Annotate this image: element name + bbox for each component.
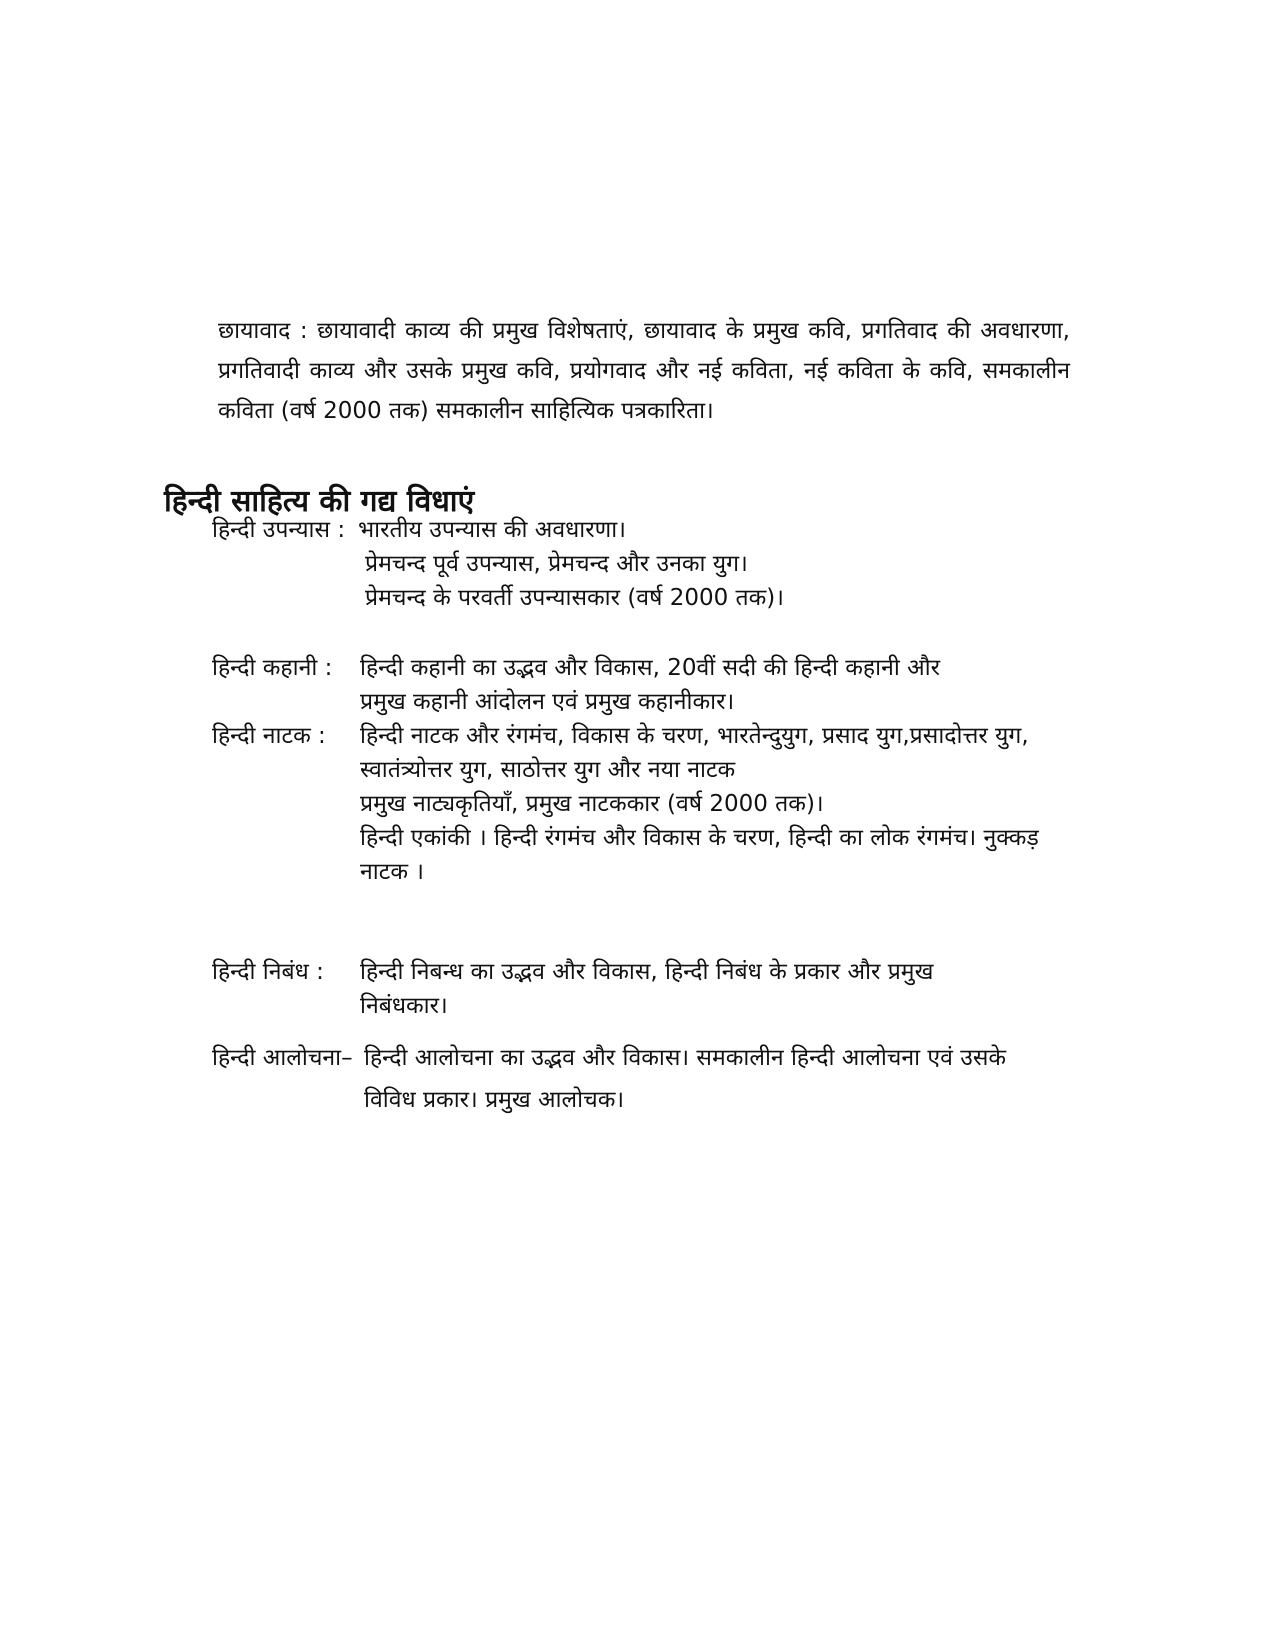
entry-line: भारतीय उपन्यास की अवधारणा। <box>358 517 626 543</box>
entry-line: स्वातंत्र्योत्तर युग, साठोत्तर युग और नया नाटक <box>360 757 736 783</box>
entry-line: प्रमुख कहानी आंदोलन एवं प्रमुख कहानीकार। <box>360 689 735 715</box>
entry-term: हिन्दी आलोचना– <box>212 1045 353 1071</box>
entry-line: प्रमुख नाट्यकृतियाँ, प्रमुख नाटककार (वर्ष 2000 तक)। <box>360 791 824 817</box>
entry-term: हिन्दी उपन्यास : <box>212 517 346 543</box>
entry-line: हिन्दी एकांकी । हिन्दी रंगमंच और विकास के चरण, हिन्दी का लोक रंगमंच। नुक्कड़ <box>360 825 1039 851</box>
entry-line: विविध प्रकार। प्रमुख आलोचक। <box>364 1087 625 1113</box>
intro-paragraph: छायावाद : छायावादी काव्य की प्रमुख विशेषताएं, छायावाद के प्रमुख कवि, प्रगतिवाद की अवधारणा, प्रगतिवादी काव्य और उसके प्रमुख कवि, प्रयोगवाद और नई कविता, नई कविता के कवि, समकालीन कविता (वर्ष 2000 तक) समकालीन साहित्यिक पत्रकारिता। <box>218 318 1070 424</box>
entry-line: निबंधकार। <box>360 993 448 1019</box>
section-heading: हिन्दी साहित्य की गद्य विधाएं <box>164 484 475 519</box>
entry-line: हिन्दी आलोचना का उद्भव और विकास। समकालीन हिन्दी आलोचना एवं उसके <box>364 1045 1007 1071</box>
entry-line: प्रेमचन्द पूर्व उपन्यास, प्रेमचन्द और उनका युग। <box>365 551 748 577</box>
entry-term: हिन्दी कहानी : <box>212 655 333 681</box>
entry-line: हिन्दी निबन्ध का उद्भव और विकास, हिन्दी निबंध के प्रकार और प्रमुख <box>360 959 934 985</box>
entry-term: हिन्दी निबंध : <box>212 959 324 985</box>
entry-term: हिन्दी नाटक : <box>212 723 326 749</box>
entry-line: हिन्दी नाटक और रंगमंच, विकास के चरण, भारतेन्दुयुग, प्रसाद युग,प्रसादोत्तर युग, <box>360 723 1029 749</box>
entry-line: प्रेमचन्द के परवर्ती उपन्यासकार (वर्ष 2000 तक)। <box>365 585 785 611</box>
entry-line: नाटक । <box>360 859 425 885</box>
entry-line: हिन्दी कहानी का उद्भव और विकास, 20वीं सदी की हिन्दी कहानी और <box>360 655 941 681</box>
